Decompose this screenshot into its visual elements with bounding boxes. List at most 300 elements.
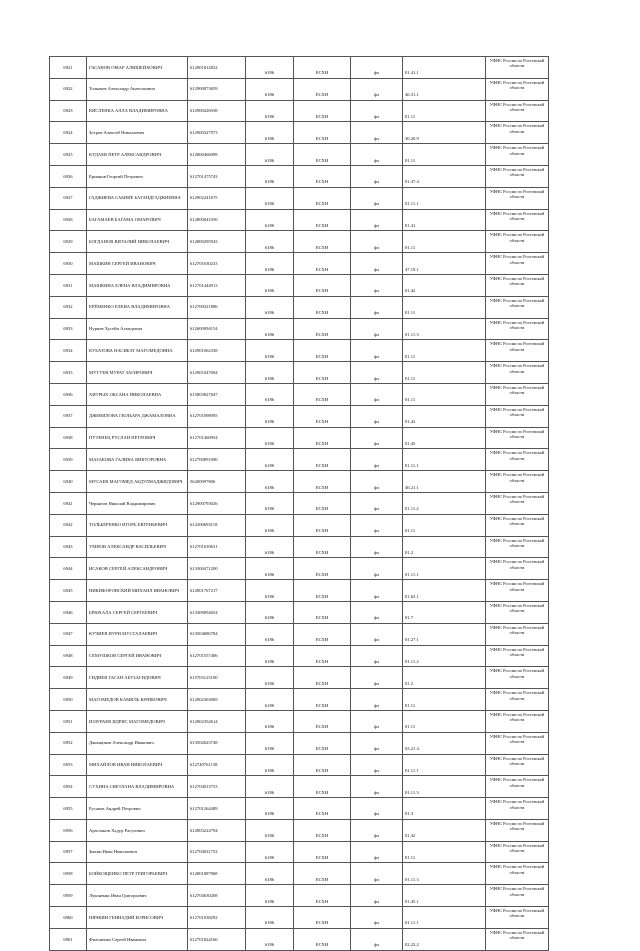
tax-regime-cell: ЕСХН	[294, 231, 351, 253]
table-row	[50, 558, 549, 580]
row-number-cell: 6950	[50, 689, 87, 711]
okved-cell: 01.3	[403, 798, 486, 820]
tax-authority-cell: УФНС России по Ростовской области	[486, 122, 549, 144]
taxpayer-name-cell: ГАДЖИЕВА САБИНЕ БАГАНДГАДЖИЕВНА	[87, 187, 188, 209]
person-type-cell: фл	[351, 907, 403, 929]
inn-cell: 612704031752	[188, 841, 246, 863]
tax-authority-cell: УФНС России по Ростовской области	[486, 754, 549, 776]
taxpayer-name-cell: Ерманов Георгий Петрович	[87, 165, 188, 187]
taxpayer-name-cell: МАШКИНА ЕЛЕНА ВЛАДИМИРОВНА	[87, 274, 188, 296]
tax-office-code-cell: 6186	[246, 863, 294, 885]
tax-authority-cell: УФНС России по Ростовской области	[486, 863, 549, 885]
tax-office-code-cell: 6186	[246, 798, 294, 820]
okved-cell: 01.42	[403, 819, 486, 841]
row-number-cell: 6945	[50, 580, 87, 602]
taxpayer-name-cell: КУБАТОВА НАСИБАТ МАГОМЕДОВНА	[87, 340, 188, 362]
tax-regime-cell: ЕСХН	[294, 165, 351, 187]
inn-cell: 612901047694	[188, 362, 246, 384]
table-row	[50, 645, 549, 667]
okved-cell: 01.11.1	[403, 187, 486, 209]
person-type-cell: фл	[351, 122, 403, 144]
row-number-cell: 6922	[50, 78, 87, 100]
row-number-cell: 6937	[50, 405, 87, 427]
okved-cell: 01.11	[403, 100, 486, 122]
tax-regime-cell: ЕСХН	[294, 471, 351, 493]
inn-cell: 612704630208	[188, 885, 246, 907]
inn-cell: 613300471200	[188, 558, 246, 580]
row-number-cell: 6940	[50, 471, 87, 493]
tax-office-code-cell: 6186	[246, 209, 294, 231]
table-row	[50, 187, 549, 209]
inn-cell: 612801767217	[188, 580, 246, 602]
row-number-cell: 6924	[50, 122, 87, 144]
tax-office-code-cell: 6186	[246, 231, 294, 253]
person-type-cell: фл	[351, 231, 403, 253]
tax-authority-cell: УФНС России по Ростовской области	[486, 165, 549, 187]
person-type-cell: фл	[351, 558, 403, 580]
table-row	[50, 340, 549, 362]
tax-authority-cell: УФНС России по Ростовской области	[486, 492, 549, 514]
tax-regime-cell: ЕСХН	[294, 405, 351, 427]
person-type-cell: фл	[351, 296, 403, 318]
taxpayer-name-cell: ПУТЕНЕЦ РУСЛАН ПЕТРОВИЧ	[87, 427, 188, 449]
tax-office-code-cell: 6186	[246, 907, 294, 929]
inn-cell: 615703125100	[188, 667, 246, 689]
table-row	[50, 885, 549, 907]
tax-authority-cell: УФНС России по Ростовской области	[486, 928, 549, 950]
okved-cell: 01.11	[403, 689, 486, 711]
table-row	[50, 296, 549, 318]
person-type-cell: фл	[351, 318, 403, 340]
row-number-cell: 6948	[50, 645, 87, 667]
tax-office-code-cell: 6186	[246, 296, 294, 318]
okved-cell: 01.11	[403, 362, 486, 384]
taxpayer-name-cell: ХИТРЫХ ОКСАНА НИКОЛАЕВНА	[87, 383, 188, 405]
taxpayer-name-cell: МУТУЕВ МУРАТ ЗАГИРОВИЧ	[87, 362, 188, 384]
tax-regime-cell: ЕСХН	[294, 187, 351, 209]
table-row	[50, 253, 549, 275]
tax-regime-cell: ЕСХН	[294, 318, 351, 340]
row-number-cell: 6943	[50, 536, 87, 558]
row-number-cell: 6931	[50, 274, 87, 296]
person-type-cell: фл	[351, 689, 403, 711]
tax-office-code-cell: 6186	[246, 318, 294, 340]
tax-authority-cell: УФНС России по Ростовской области	[486, 819, 549, 841]
tax-office-code-cell: 6186	[246, 645, 294, 667]
inn-cell: 612901062338	[188, 340, 246, 362]
tax-authority-cell: УФНС России по Ростовской области	[486, 623, 549, 645]
row-number-cell: 6938	[50, 427, 87, 449]
tax-authority-cell: УФНС России по Ростовской области	[486, 383, 549, 405]
tax-authority-cell: УФНС России по Ростовской области	[486, 78, 549, 100]
inn-cell: 615803827847	[188, 383, 246, 405]
taxpayer-name-cell: КУЧИЕВ НУРИ МУСТАЛАЕВИЧ	[87, 623, 188, 645]
tax-office-code-cell: 6186	[246, 362, 294, 384]
document-page	[49, 56, 548, 951]
tax-office-code-cell: 6186	[246, 340, 294, 362]
tax-regime-cell: ЕСХН	[294, 340, 351, 362]
okved-cell: 01.2	[403, 667, 486, 689]
tax-authority-cell: УФНС России по Ростовской области	[486, 405, 549, 427]
row-number-cell: 6954	[50, 776, 87, 798]
inn-cell: 612801887968	[188, 863, 246, 885]
tax-regime-cell: ЕСХН	[294, 100, 351, 122]
tax-office-code-cell: 6186	[246, 405, 294, 427]
table-row	[50, 122, 549, 144]
okved-cell: 01.7	[403, 601, 486, 623]
taxpayer-name-cell: ГАСАНОВ ОМАР АЛИШЕЙХОВИЧ	[87, 57, 188, 79]
inn-cell: 612701264489	[188, 798, 246, 820]
tax-office-code-cell: 6186	[246, 928, 294, 950]
row-number-cell: 6949	[50, 667, 87, 689]
row-number-cell: 6953	[50, 754, 87, 776]
tax-regime-cell: ЕСХН	[294, 885, 351, 907]
table-row	[50, 798, 549, 820]
inn-cell: 612600094154	[188, 318, 246, 340]
tax-office-code-cell: 6186	[246, 623, 294, 645]
okved-cell: 01.47.4	[403, 165, 486, 187]
table-row	[50, 514, 549, 536]
okved-cell: 01.27.1	[403, 623, 486, 645]
inn-cell: 612701557406	[188, 645, 246, 667]
table-row	[50, 776, 549, 798]
inn-cell: 612700321886	[188, 296, 246, 318]
table-row	[50, 274, 549, 296]
table-row	[50, 907, 549, 929]
person-type-cell: фл	[351, 819, 403, 841]
tax-authority-cell: УФНС России по Ростовской области	[486, 471, 549, 493]
row-number-cell: 6942	[50, 514, 87, 536]
person-type-cell: фл	[351, 928, 403, 950]
tax-regime-cell: ЕСХН	[294, 776, 351, 798]
tax-authority-cell: УФНС России по Ростовской области	[486, 645, 549, 667]
row-number-cell: 6956	[50, 819, 87, 841]
tax-regime-cell: ЕСХН	[294, 732, 351, 754]
tax-regime-cell: ЕСХН	[294, 558, 351, 580]
inn-cell: 613504686784	[188, 623, 246, 645]
table-row	[50, 710, 549, 732]
tax-authority-cell: УФНС России по Ростовской области	[486, 689, 549, 711]
tax-office-code-cell: 6186	[246, 776, 294, 798]
okved-cell: 01.11.1	[403, 449, 486, 471]
inn-cell: 612700891090	[188, 449, 246, 471]
table-row	[50, 57, 549, 79]
inn-cell: 612701639631	[188, 536, 246, 558]
tax-regime-cell: ЕСХН	[294, 798, 351, 820]
person-type-cell: фл	[351, 383, 403, 405]
tax-office-code-cell: 6186	[246, 427, 294, 449]
taxpayer-name-cell: МАШКИН СЕРГЕЙ ИВАНОВИЧ	[87, 253, 188, 275]
tax-regime-cell: ЕСХН	[294, 601, 351, 623]
tax-authority-cell: УФНС России по Ростовской области	[486, 798, 549, 820]
person-type-cell: фл	[351, 798, 403, 820]
row-number-cell: 6941	[50, 492, 87, 514]
person-type-cell: фл	[351, 580, 403, 602]
inn-cell: 612902352614	[188, 710, 246, 732]
table-row	[50, 471, 549, 493]
row-number-cell: 6928	[50, 209, 87, 231]
inn-cell: 612701475743	[188, 165, 246, 187]
inn-cell: 612701824166	[188, 928, 246, 950]
table-row	[50, 754, 549, 776]
tax-regime-cell: ЕСХН	[294, 209, 351, 231]
table-row	[50, 601, 549, 623]
row-number-cell: 6947	[50, 623, 87, 645]
row-number-cell: 6955	[50, 798, 87, 820]
taxpayer-name-cell: НИКИФОРОВСКИЙ МИХАИЛ ИВАНОВИЧ	[87, 580, 188, 602]
tax-authority-cell: УФНС России по Ростовской области	[486, 274, 549, 296]
row-number-cell: 6961	[50, 928, 87, 950]
taxpayer-name-cell: Русаков Андрей Петрович	[87, 798, 188, 820]
okved-cell: 46.31.1	[403, 78, 486, 100]
tax-regime-cell: ЕСХН	[294, 623, 351, 645]
tax-office-code-cell: 6186	[246, 122, 294, 144]
taxpayer-name-cell: БОГДАНОВ ВИТАЛИЙ НИКОЛАЕВИЧ	[87, 231, 188, 253]
row-number-cell: 6952	[50, 732, 87, 754]
tax-office-code-cell: 6186	[246, 580, 294, 602]
taxpayer-name-cell: Чернятов Николай Владимирович	[87, 492, 188, 514]
okved-cell: 01.11.3	[403, 863, 486, 885]
taxpayer-name-cell: МАЗАКОВА ГАЛИНА ВИКТОРОВНА	[87, 449, 188, 471]
tax-regime-cell: ЕСХН	[294, 863, 351, 885]
tax-authority-cell: УФНС России по Ростовской области	[486, 601, 549, 623]
tax-office-code-cell: 6186	[246, 144, 294, 166]
taxpayer-name-cell: КИСЛЕНКА АЛЛА ВЛАДИМИРОВНА	[87, 100, 188, 122]
person-type-cell: фл	[351, 253, 403, 275]
row-number-cell: 6927	[50, 187, 87, 209]
table-body	[50, 57, 549, 951]
tax-office-code-cell: 6186	[246, 841, 294, 863]
inn-cell: 612902363069	[188, 689, 246, 711]
person-type-cell: фл	[351, 449, 403, 471]
table-row	[50, 165, 549, 187]
row-number-cell: 6933	[50, 318, 87, 340]
tax-authority-cell: УФНС России по Ростовской области	[486, 427, 549, 449]
okved-cell: 01.42	[403, 405, 486, 427]
okved-cell: 01.45.1	[403, 885, 486, 907]
tax-authority-cell: УФНС России по Ростовской области	[486, 558, 549, 580]
tax-regime-cell: ЕСХН	[294, 667, 351, 689]
tax-office-code-cell: 6186	[246, 710, 294, 732]
table-row	[50, 427, 549, 449]
tax-authority-cell: УФНС России по Ростовской области	[486, 514, 549, 536]
tax-authority-cell: УФНС России по Ростовской области	[486, 144, 549, 166]
row-number-cell: 6921	[50, 57, 87, 79]
row-number-cell: 6959	[50, 885, 87, 907]
inn-cell: 612701444913	[188, 274, 246, 296]
taxpayer-name-cell: УМНОВ АЛЕКСАНДР ВАСИЛЬЕВИЧ	[87, 536, 188, 558]
tax-office-code-cell: 6186	[246, 667, 294, 689]
okved-cell: 47.19.1	[403, 253, 486, 275]
tax-office-code-cell: 6186	[246, 471, 294, 493]
tax-office-code-cell: 6186	[246, 514, 294, 536]
tax-office-code-cell: 6186	[246, 78, 294, 100]
person-type-cell: фл	[351, 187, 403, 209]
tax-authority-cell: УФНС России по Ростовской области	[486, 296, 549, 318]
okved-cell: 01.11	[403, 383, 486, 405]
row-number-cell: 6923	[50, 100, 87, 122]
table-row	[50, 78, 549, 100]
tax-authority-cell: УФНС России по Ростовской области	[486, 776, 549, 798]
tax-office-code-cell: 6186	[246, 819, 294, 841]
person-type-cell: фл	[351, 362, 403, 384]
taxpayer-name-cell: КУДАЕВ ПЕТР АЛЕКСАНДРОВИЧ	[87, 144, 188, 166]
inn-cell: 612900873659	[188, 78, 246, 100]
okved-cell: 01.41.1	[403, 57, 486, 79]
taxpayer-name-cell: Толкачев Александр Анатольевич	[87, 78, 188, 100]
inn-cell: 613309094654	[188, 601, 246, 623]
tax-authority-cell: УФНС России по Ростовской области	[486, 732, 549, 754]
okved-cell: 03.21.4	[403, 732, 486, 754]
tax-office-code-cell: 6186	[246, 165, 294, 187]
taxpayer-name-cell: НЯЧКИН ГЕННАДИЙ БОРИСОВИЧ	[87, 907, 188, 929]
inn-cell: 612701460954	[188, 427, 246, 449]
table-row	[50, 819, 549, 841]
tax-regime-cell: ЕСХН	[294, 710, 351, 732]
taxpayer-name-cell: ТОЛЬБЕРЕНКО ИГОРЬ ЕВГЕНЬЕВИЧ	[87, 514, 188, 536]
person-type-cell: фл	[351, 754, 403, 776]
inn-cell: 612701630233	[188, 253, 246, 275]
person-type-cell: фл	[351, 645, 403, 667]
tax-authority-cell: УФНС России по Ростовской области	[486, 667, 549, 689]
person-type-cell: фл	[351, 514, 403, 536]
taxpayer-name-cell: ДЖЕВИЛОВА ГЮЛЬАРА ДЖАМАЛОВНА	[87, 405, 188, 427]
table-row	[50, 841, 549, 863]
person-type-cell: фл	[351, 623, 403, 645]
inn-cell: 612803224794	[188, 819, 246, 841]
okved-cell: 01.63.1	[403, 580, 486, 602]
tax-regime-cell: ЕСХН	[294, 274, 351, 296]
person-type-cell: фл	[351, 144, 403, 166]
tax-office-code-cell: 6186	[246, 558, 294, 580]
person-type-cell: фл	[351, 274, 403, 296]
table-row	[50, 209, 549, 231]
tax-office-code-cell: 6186	[246, 689, 294, 711]
row-number-cell: 6929	[50, 231, 87, 253]
person-type-cell: фл	[351, 492, 403, 514]
taxpayer-name-cell: Арасланов Хадур Расулович	[87, 819, 188, 841]
person-type-cell: фл	[351, 405, 403, 427]
taxpayer-name-cell: БОЙКОЩЕНКО ПЕТР ГРИГОРЬЕВИЧ	[87, 863, 188, 885]
inn-cell: 612900426938	[188, 100, 246, 122]
person-type-cell: фл	[351, 209, 403, 231]
tax-authority-cell: УФНС России по Ростовской области	[486, 187, 549, 209]
okved-cell: 01.41	[403, 209, 486, 231]
taxpayer-name-cell: МУСАЕВ МАГОМЕД АБДУЛМАДЖИДОВИЧ	[87, 471, 188, 493]
table-row	[50, 231, 549, 253]
tax-authority-cell: УФНС России по Ростовской области	[486, 536, 549, 558]
row-number-cell: 6957	[50, 841, 87, 863]
okved-cell: 02.22.2	[403, 928, 486, 950]
tax-authority-cell: УФНС России по Ростовской области	[486, 253, 549, 275]
table-row	[50, 383, 549, 405]
tax-regime-cell: ЕСХН	[294, 57, 351, 79]
tax-authority-cell: УФНС России по Ростовской области	[486, 209, 549, 231]
tax-regime-cell: ЕСХН	[294, 122, 351, 144]
table-row	[50, 405, 549, 427]
tax-regime-cell: ЕСХН	[294, 645, 351, 667]
tax-authority-cell: УФНС России по Ростовской области	[486, 449, 549, 471]
person-type-cell: фл	[351, 471, 403, 493]
table-row	[50, 144, 549, 166]
table-row	[50, 362, 549, 384]
okved-cell: 01.11.1	[403, 754, 486, 776]
row-number-cell: 6958	[50, 863, 87, 885]
taxpayer-name-cell: СЕМУШКОВ СЕРГЕЙ ИВАНОВИЧ	[87, 645, 188, 667]
tax-regime-cell: ЕСХН	[294, 78, 351, 100]
tax-authority-cell: УФНС России по Ростовской области	[486, 340, 549, 362]
okved-cell: 46.21.1	[403, 471, 486, 493]
row-number-cell: 6926	[50, 165, 87, 187]
person-type-cell: фл	[351, 340, 403, 362]
taxpayer-name-cell: ЕРЁМЕНКО ЕЛЕНА ВЛАДИМИРОВНА	[87, 296, 188, 318]
person-type-cell: фл	[351, 710, 403, 732]
okved-cell: 01.11.1	[403, 907, 486, 929]
taxpayer-name-cell: БРЮХАЛА СЕРГЕЙ СЕРГЕЕВИЧ	[87, 601, 188, 623]
row-number-cell: 6925	[50, 144, 87, 166]
person-type-cell: фл	[351, 427, 403, 449]
tax-regime-cell: ЕСХН	[294, 253, 351, 275]
table-row	[50, 689, 549, 711]
inn-cell: 612800466098	[188, 144, 246, 166]
registry-table	[49, 56, 549, 951]
inn-cell: 612701038292	[188, 907, 246, 929]
inn-cell: 612902241675	[188, 187, 246, 209]
table-row	[50, 732, 549, 754]
tax-office-code-cell: 6186	[246, 536, 294, 558]
inn-cell: 612800295943	[188, 231, 246, 253]
tax-regime-cell: ЕСХН	[294, 536, 351, 558]
tax-office-code-cell: 6186	[246, 885, 294, 907]
row-number-cell: 6932	[50, 296, 87, 318]
inn-cell: 612900793026	[188, 492, 246, 514]
person-type-cell: фл	[351, 667, 403, 689]
tax-authority-cell: УФНС России по Ростовской области	[486, 580, 549, 602]
person-type-cell: фл	[351, 863, 403, 885]
tax-regime-cell: ЕСХН	[294, 907, 351, 929]
okved-cell: 01.45	[403, 427, 486, 449]
table-row	[50, 667, 549, 689]
row-number-cell: 6935	[50, 362, 87, 384]
tax-regime-cell: ЕСХН	[294, 841, 351, 863]
tax-regime-cell: ЕСХН	[294, 449, 351, 471]
inn-cell: 612740761138	[188, 754, 246, 776]
taxpayer-name-cell: Зотров Алексей Николаевич	[87, 122, 188, 144]
okved-cell: 01.11	[403, 514, 486, 536]
tax-regime-cell: ЕСХН	[294, 689, 351, 711]
inn-cell: 612300693118	[188, 514, 246, 536]
table-row	[50, 100, 549, 122]
tax-authority-cell: УФНС России по Ростовской области	[486, 710, 549, 732]
inn-cell: 56200097806	[188, 471, 246, 493]
inn-cell: 612900327973	[188, 122, 246, 144]
okved-cell: 01.11.2	[403, 645, 486, 667]
tax-office-code-cell: 6186	[246, 57, 294, 79]
tax-office-code-cell: 6186	[246, 754, 294, 776]
table-row	[50, 492, 549, 514]
inn-cell: 612800041050	[188, 209, 246, 231]
taxpayer-name-cell: ИСАКОВ СЕРГЕЙ АЛЕКСАНДРОВИЧ	[87, 558, 188, 580]
person-type-cell: фл	[351, 841, 403, 863]
tax-regime-cell: ЕСХН	[294, 427, 351, 449]
person-type-cell: фл	[351, 885, 403, 907]
taxpayer-name-cell: Зыкин Иван Николаевич	[87, 841, 188, 863]
tax-regime-cell: ЕСХН	[294, 514, 351, 536]
row-number-cell: 6939	[50, 449, 87, 471]
okved-cell: 01.11.2	[403, 492, 486, 514]
inn-cell: 612901812822	[188, 57, 246, 79]
tax-regime-cell: ЕСХН	[294, 296, 351, 318]
